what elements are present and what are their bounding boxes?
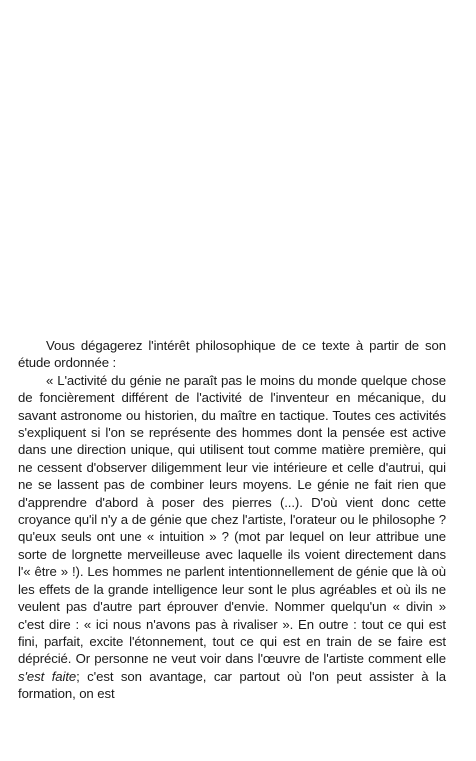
document-text bbox=[18, 337, 446, 703]
quoted-passage-part-2: ; c'est son avantage, car partout où l'on peut assister à la formation, on est bbox=[18, 668, 446, 702]
quoted-passage-italic: s'est faite bbox=[18, 668, 77, 684]
quoted-passage-part-1: « L'activité du génie ne paraît pas le moins du monde quelque chose de foncièrement différent de l'activité de l'inventeur en mécanique, du savant astronome ou historien, du maître en tactique. Toutes ces activités s'expliquent si l'on se représente des hommes dont la pensée est active dans une direction unique, qui utilisent tout comme matière première, qui ne cessent d'observer diligemment leur vie intérieure et celle d'autrui, qui ne se lassent pas de combiner leurs moyens. Le génie ne fait rien que d'apprendre d'abord à poser des pierres (...). D'où vient donc cette croyance qu'il n'y a de génie que chez l'artiste, l'orateur ou le philosophe ? qu'eux seuls ont une « intuition » ? (mot par lequel on leur attribue une sorte de lorgnette merveilleuse avec laquelle ils voient directement dans l'« être » !). Les hommes ne parlent intentionnellement de génie que là où les effets de la grande intelligence leur sont le plus agréables et où ils ne veulent pas d'autre part éprouver d'envie. Nommer quelqu'un « divin » c'est dire : « ici nous n'avons pas à rivaliser ». En outre : tout ce qui est fini, parfait, excite l'étonnement, tout ce qui est en train de se faire est déprécié. Or personne ne veut voir dans l'œuvre de l'artiste comment elle bbox=[18, 372, 446, 667]
exercise-prompt: Vous dégagerez l'intérêt philosophique de ce texte à partir de son étude ordonnée : bbox=[18, 338, 446, 371]
quoted-passage bbox=[18, 372, 446, 703]
